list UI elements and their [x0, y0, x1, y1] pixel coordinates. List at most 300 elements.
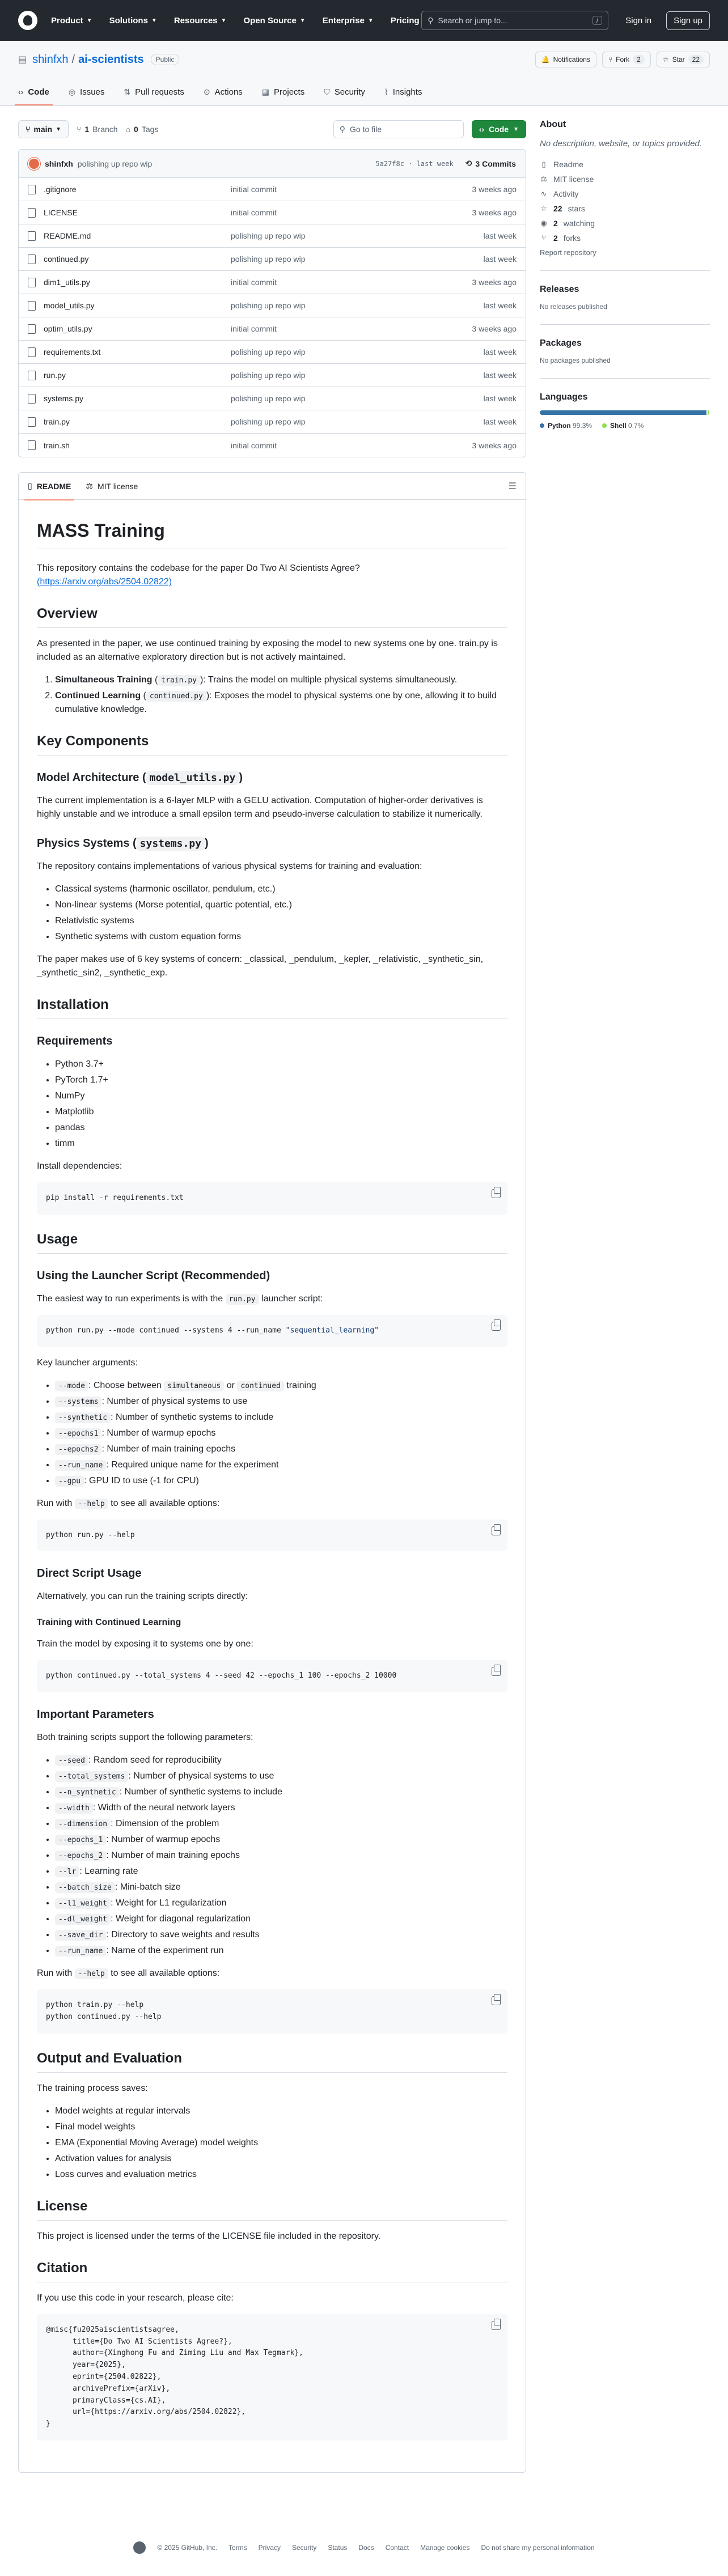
continued-learning-heading: Training with Continued Learning — [37, 1618, 181, 1628]
item-text: or — [224, 1380, 238, 1390]
text: Run with — [37, 1968, 75, 1979]
list-item — [55, 1379, 507, 1393]
item-text: : Number of main training epochs — [101, 1444, 236, 1454]
tags-label: Tags — [141, 125, 159, 134]
fork-label: Fork — [616, 56, 630, 63]
sign-up-button[interactable]: Sign up — [666, 11, 710, 30]
list-icon[interactable]: ☰ — [508, 481, 517, 491]
file-time: last week — [483, 394, 517, 403]
file-time: 3 weeks ago — [472, 278, 517, 287]
code-block — [37, 1182, 507, 1215]
list-item: • Model weights at regular intervals — [55, 2104, 507, 2118]
launcher-paragraph — [37, 1292, 507, 1306]
file-icon — [28, 371, 36, 380]
file-name[interactable]: train.py — [44, 417, 70, 426]
footer-link[interactable]: Contact — [385, 2543, 409, 2552]
file-row[interactable] — [19, 224, 526, 248]
readme-content — [19, 500, 526, 2472]
file-time: last week — [483, 231, 517, 240]
list-item: • timm — [55, 1137, 507, 1151]
branches-label: Branch — [92, 125, 118, 134]
nav-enterprise[interactable] — [323, 16, 374, 26]
footer — [0, 2536, 728, 2559]
file-name[interactable]: train.sh — [44, 440, 70, 450]
item-text: : Weight for diagonal regularization — [111, 1914, 251, 1924]
page-layout — [0, 106, 728, 2473]
list-item: • NumPy — [55, 1089, 507, 1103]
inline-code: --n_synthetic — [55, 1787, 120, 1798]
file-icon — [28, 417, 36, 427]
footer-link[interactable]: Do not share my personal information — [481, 2543, 595, 2552]
issue-icon: ◎ — [68, 87, 76, 96]
list-item — [55, 1754, 507, 1767]
list-item — [55, 1896, 507, 1910]
inline-code: --epochs1 — [55, 1428, 101, 1439]
star-icon: ☆ — [540, 203, 547, 213]
inline-code: --epochs2 — [55, 1444, 101, 1455]
direct-usage-heading: Direct Script Usage — [37, 1567, 142, 1580]
list-item: • Relativistic systems — [55, 914, 507, 928]
tab-label: README — [36, 481, 71, 491]
tab-insights[interactable] — [384, 78, 422, 105]
item-text: : Directory to save weights and results — [106, 1930, 260, 1940]
parameters-paragraph: Both training scripts support the following parameters: — [37, 1733, 253, 1743]
item-text: : Number of physical systems to use — [128, 1771, 274, 1781]
nav-label: Product — [51, 15, 83, 26]
help-paragraph — [37, 1497, 507, 1510]
file-row[interactable] — [19, 387, 526, 410]
heading-text: Model Architecture ( — [37, 771, 146, 784]
file-row[interactable] — [19, 434, 526, 457]
inline-code: --seed — [55, 1755, 88, 1766]
footer-link[interactable]: Docs — [358, 2543, 374, 2552]
physics-list — [55, 882, 507, 944]
divider — [540, 270, 710, 271]
list-item — [55, 1928, 507, 1942]
copy-icon[interactable] — [492, 1667, 501, 1676]
code-text: @misc{fu2025aiscientistsagree, title={Do Two AI Scientists Agree?}, author={Xinghong Fu and Ziming Liu and Max Tegmark}, year={2025}, eprint={2504.02822}, archivePrefix={arXiv}, primaryClass={cs.AI}, url={https://arxiv.org/abs/2504.02822}, } — [46, 2325, 303, 2429]
sidebar-item-readme[interactable] — [540, 160, 710, 169]
list-item — [55, 1833, 507, 1847]
text: launcher script: — [259, 1293, 323, 1304]
copy-icon[interactable] — [492, 1189, 501, 1198]
file-name[interactable]: optim_utils.py — [44, 324, 92, 333]
footer-link[interactable]: Manage cookies — [420, 2543, 470, 2552]
commit-author[interactable]: shinfxh — [45, 159, 73, 168]
intro-paragraph — [37, 562, 507, 589]
direct-paragraph: Alternatively, you can run the training scripts directly: — [37, 1592, 248, 1602]
item-text: : Random seed for reproducibility — [88, 1755, 222, 1766]
file-row[interactable] — [19, 317, 526, 341]
language-bar-segment — [540, 410, 706, 415]
code-text: pip install -r requirements.txt — [46, 1194, 184, 1202]
search-shortcut-key: / — [592, 16, 602, 25]
item-text: : Trains the model on multiple physical systems simultaneously. — [203, 675, 458, 685]
file-name[interactable]: run.py — [44, 371, 66, 380]
list-item — [55, 1427, 507, 1440]
list-item: • pandas — [55, 1121, 507, 1135]
item-text: : GPU ID to use (-1 for CPU) — [84, 1475, 199, 1486]
text: Run with — [37, 1498, 75, 1508]
sidebar-item-forks[interactable] — [540, 234, 710, 243]
footer-link[interactable]: Terms — [228, 2543, 247, 2552]
args-list — [55, 1379, 507, 1488]
divider — [540, 378, 710, 379]
file-commit-message[interactable]: polishing up repo wip — [231, 371, 306, 380]
github-logo-icon[interactable] — [133, 2541, 146, 2554]
commit-hash[interactable]: 5a27f8c · last week — [375, 159, 454, 168]
list-item: 2. Continued Learning ( continued.py ): Exposes the model to physical systems one by one, allowing it to build cumulative knowledge. — [55, 689, 507, 716]
heading-text: ) — [205, 837, 209, 850]
file-commit-message[interactable]: polishing up repo wip — [231, 394, 306, 403]
list-item — [55, 1817, 507, 1831]
packages-heading[interactable]: Packages — [540, 338, 582, 348]
tab-label: Projects — [274, 87, 305, 97]
usage-heading: Usage — [37, 1229, 507, 1254]
file-time: 3 weeks ago — [472, 440, 517, 450]
list-item — [55, 1769, 507, 1783]
law-icon: ⚖ — [540, 174, 547, 183]
inline-code: --run_name — [55, 1946, 106, 1957]
inline-code: --dimension — [55, 1819, 111, 1830]
repo-title — [18, 41, 710, 78]
parameters-list — [55, 1754, 507, 1958]
chevron-down-icon: ▼ — [367, 17, 374, 24]
fork-button[interactable] — [602, 52, 651, 67]
tab-license[interactable] — [86, 473, 138, 500]
language-percent: 0.7% — [626, 421, 644, 430]
inline-code: train.py — [158, 675, 200, 686]
tab-label: Security — [334, 87, 365, 97]
eye-icon: ◉ — [540, 218, 547, 227]
chevron-down-icon: ▼ — [513, 126, 519, 133]
copy-icon[interactable] — [492, 1526, 501, 1535]
notifications-label: Notifications — [553, 56, 590, 63]
readme-panel — [18, 472, 526, 2473]
branches-link[interactable] — [77, 125, 118, 134]
file-time: last week — [483, 347, 517, 357]
file-name[interactable]: systems.py — [44, 394, 84, 403]
inline-code: --systems — [55, 1397, 101, 1407]
fork-count: 2 — [633, 55, 645, 64]
file-time: last week — [483, 417, 517, 426]
tab-label: MIT license — [97, 481, 138, 491]
search-input[interactable] — [421, 11, 608, 30]
branch-icon: ⑂ — [26, 125, 31, 134]
file-time: last week — [483, 254, 517, 264]
code-text: python continued.py --total_systems 4 --seed 42 --epochs_1 100 --epochs_2 10000 — [46, 1671, 397, 1680]
code-block — [37, 1660, 507, 1692]
item-text: : Number of warmup epochs — [101, 1428, 216, 1438]
branch-name: main — [33, 125, 53, 134]
code-block — [37, 1520, 507, 1552]
divider — [540, 324, 710, 325]
file-row[interactable] — [19, 364, 526, 387]
report-repository-link[interactable]: Report repository — [540, 248, 596, 257]
file-time: last week — [483, 371, 517, 380]
list-item — [55, 1411, 507, 1424]
tab-issues[interactable] — [69, 78, 105, 105]
star-button[interactable] — [657, 52, 710, 67]
inline-code: --dl_weight — [55, 1914, 111, 1925]
install-paragraph: Install dependencies: — [37, 1161, 122, 1171]
forks-count: 2 — [553, 233, 558, 243]
item-text: : Mini-batch size — [115, 1882, 181, 1892]
chevron-down-icon: ▼ — [299, 17, 306, 24]
continued-paragraph: Train the model by exposing it to systems one by one: — [37, 1639, 253, 1649]
code-button[interactable] — [472, 120, 526, 138]
tab-security[interactable] — [324, 78, 365, 105]
list-item: • PyTorch 1.7+ — [55, 1073, 507, 1087]
file-commit-message[interactable]: polishing up repo wip — [231, 417, 306, 426]
nav-resources[interactable] — [174, 16, 227, 26]
search-icon: ⚲ — [428, 15, 434, 25]
file-name[interactable]: model_utils.py — [44, 301, 95, 310]
file-row[interactable] — [19, 341, 526, 364]
item-text: training — [283, 1380, 316, 1390]
visibility-badge: Public — [151, 54, 180, 65]
bell-icon: 🔔 — [541, 56, 550, 63]
list-item: • Activation values for analysis — [55, 2152, 507, 2166]
commit-message[interactable]: polishing up repo wip — [77, 159, 153, 168]
file-name[interactable]: README.md — [44, 231, 91, 240]
nav-pricing[interactable]: Pricing — [390, 15, 420, 26]
file-icon — [28, 394, 36, 404]
file-icon — [28, 208, 36, 218]
file-commit-message[interactable]: polishing up repo wip — [231, 347, 306, 357]
text: to see all available options: — [108, 1968, 220, 1979]
chevron-down-icon: ▼ — [151, 17, 157, 24]
sign-in-link[interactable]: Sign in — [625, 15, 652, 26]
file-icon — [28, 231, 36, 241]
help-paragraph-2 — [37, 1967, 507, 1980]
file-commit-message[interactable]: initial commit — [231, 440, 277, 450]
file-commit-message[interactable]: initial commit — [231, 208, 277, 217]
inline-code: --gpu — [55, 1476, 84, 1487]
list-item — [55, 1474, 507, 1488]
overview-list — [55, 673, 507, 716]
releases-heading[interactable]: Releases — [540, 284, 579, 294]
star-label: Star — [672, 56, 685, 63]
item-text: : Number of synthetic systems to include — [119, 1787, 282, 1797]
language-item[interactable] — [540, 422, 592, 430]
physics-paragraph-2: The paper makes use of 6 key systems of concern: _classical, _pendulum, _kepler, _relativistic, _synthetic_sin, _synthetic_sin2, _synthetic_exp. — [37, 954, 484, 978]
list-item — [55, 1881, 507, 1894]
sidebar-item-stars[interactable] — [540, 204, 710, 213]
citation-heading: Citation — [37, 2258, 507, 2282]
text: to see all available options: — [108, 1498, 220, 1508]
file-time: last week — [483, 301, 517, 310]
overview-heading: Overview — [37, 604, 507, 628]
language-bar — [540, 410, 710, 415]
list-item — [55, 1801, 507, 1815]
releases-text: No releases published — [540, 302, 607, 311]
arxiv-link[interactable]: (https://arxiv.org/abs/2504.02822) — [37, 577, 172, 587]
file-row[interactable] — [19, 201, 526, 224]
file-row[interactable] — [19, 294, 526, 317]
nav-open-source[interactable] — [243, 16, 305, 26]
file-time: 3 weeks ago — [472, 324, 517, 333]
forks-label: forks — [563, 233, 581, 243]
sidebar-item-watching[interactable] — [540, 219, 710, 228]
inline-code: --mode — [55, 1381, 88, 1391]
shield-icon: ⛉ — [324, 87, 330, 96]
item-text: : Number of physical systems to use — [101, 1396, 248, 1406]
tags-count: 0 — [134, 125, 138, 134]
architecture-paragraph: The current implementation is a 6-layer MLP with a GELU activation. Computation of higher-order derivatives is highly unstable and we introduce a small epsilon term and pseudo-inverse calculation to stabilize it numerically. — [37, 796, 483, 819]
chevron-down-icon: ▼ — [56, 126, 61, 133]
language-name: Shell — [610, 421, 627, 430]
output-list — [55, 2104, 507, 2182]
list-item — [55, 1785, 507, 1799]
file-commit-message[interactable]: polishing up repo wip — [231, 231, 306, 240]
notifications-button[interactable] — [535, 52, 596, 67]
sidebar — [540, 120, 710, 2473]
latest-commit-row — [19, 150, 526, 178]
tab-code[interactable] — [18, 78, 49, 105]
overview-paragraph: As presented in the paper, we use continued training by exposing the model to new systems one by one. train.py is included as an alternative exploratory direction but is not actively maintained. — [37, 639, 498, 662]
item-text: : Exposes the model to physical systems one by one, allowing it to build cumulative knowledge. — [55, 691, 497, 714]
inline-code: --width — [55, 1803, 93, 1814]
watching-label: watching — [563, 218, 595, 228]
copyright: © 2025 GitHub, Inc. — [157, 2543, 217, 2552]
copy-icon[interactable] — [492, 1996, 501, 2005]
readme-tabs — [19, 473, 526, 500]
nav-product[interactable] — [51, 16, 92, 26]
list-item: • EMA (Exponential Moving Average) model weights — [55, 2136, 507, 2150]
code-block — [37, 1989, 507, 2034]
star-count: 22 — [688, 55, 704, 64]
requirements-list — [55, 1058, 507, 1151]
item-text: : Required unique name for the experiment — [106, 1459, 279, 1470]
inline-code: model_utils.py — [146, 771, 239, 785]
list-item — [55, 1944, 507, 1958]
inline-code: --total_systems — [55, 1771, 128, 1782]
inline-code: simultaneous — [164, 1381, 224, 1391]
law-icon: ⚖ — [86, 481, 93, 490]
repo-name-link[interactable]: ai-scientists — [78, 53, 144, 66]
global-header — [0, 0, 728, 41]
file-commit-message[interactable]: initial commit — [231, 324, 277, 333]
book-icon: ▯ — [28, 481, 32, 490]
main-column — [18, 120, 526, 2473]
footer-link[interactable]: Status — [328, 2543, 348, 2552]
inline-code: --l1_weight — [55, 1898, 111, 1909]
file-list — [18, 149, 526, 457]
search-placeholder: Search or jump to... — [438, 16, 507, 25]
copy-icon[interactable] — [492, 2321, 501, 2330]
inline-code: --help — [75, 1968, 108, 1979]
branches-count: 1 — [84, 125, 90, 134]
github-logo-icon[interactable] — [18, 11, 37, 30]
list-item — [55, 1912, 507, 1926]
file-icon — [28, 324, 36, 334]
inline-code: --save_dir — [55, 1930, 106, 1941]
file-icon — [28, 301, 36, 311]
commits-count: 3 Commits — [475, 159, 516, 168]
file-row[interactable] — [19, 248, 526, 271]
item-text: : Weight for L1 regularization — [111, 1898, 227, 1908]
file-row[interactable] — [19, 271, 526, 294]
parameters-heading: Important Parameters — [37, 1708, 154, 1721]
file-name[interactable]: LICENSE — [44, 208, 78, 217]
nav-label: Solutions — [109, 15, 148, 26]
nav-solutions[interactable] — [109, 16, 157, 26]
file-commit-message[interactable]: initial commit — [231, 185, 277, 194]
file-name[interactable]: requirements.txt — [44, 347, 101, 357]
stars-label: stars — [568, 203, 585, 213]
file-row[interactable] — [19, 410, 526, 434]
repo-owner-link[interactable]: shinfxh — [32, 53, 69, 66]
list-item — [55, 1849, 507, 1862]
file-name[interactable]: .gitignore — [44, 185, 77, 194]
sidebar-item-label: MIT license — [553, 174, 594, 184]
file-name[interactable]: dim1_utils.py — [44, 278, 90, 287]
physics-systems-heading — [37, 835, 507, 852]
table-icon: ▦ — [261, 87, 270, 96]
avatar[interactable] — [28, 158, 40, 170]
footer-link[interactable]: Privacy — [258, 2543, 281, 2552]
output-paragraph: The training process saves: — [37, 2083, 148, 2093]
file-row[interactable] — [19, 178, 526, 201]
commits-link[interactable] — [465, 158, 517, 169]
inline-code: --synthetic — [55, 1412, 111, 1423]
sidebar-item-license[interactable] — [540, 175, 710, 184]
chevron-down-icon: ▼ — [86, 17, 92, 24]
file-commit-message[interactable]: polishing up repo wip — [231, 254, 306, 264]
search-icon: ⚲ — [339, 124, 346, 134]
heading-text: ) — [239, 771, 243, 784]
pulse-icon: ∿ — [540, 189, 547, 198]
graph-icon: ⌇ — [384, 87, 388, 96]
key-components-heading: Key Components — [37, 731, 507, 756]
go-to-file-input[interactable] — [333, 120, 464, 138]
footer-link[interactable]: Security — [291, 2543, 317, 2552]
item-title: Continued Learning — [55, 691, 141, 701]
file-commit-message[interactable]: polishing up repo wip — [231, 301, 306, 310]
tab-label: Actions — [214, 87, 243, 97]
inline-code: run.py — [226, 1294, 259, 1305]
file-time: 3 weeks ago — [472, 208, 517, 217]
language-item[interactable] — [602, 422, 644, 430]
tags-link[interactable] — [126, 125, 159, 134]
tab-projects[interactable] — [262, 78, 304, 105]
stars-count: 22 — [553, 203, 562, 213]
tab-actions[interactable] — [204, 78, 243, 105]
item-text: : Width of the neural network layers — [92, 1803, 235, 1813]
item-text: : Dimension of the problem — [111, 1819, 219, 1829]
copy-icon[interactable] — [492, 1322, 501, 1331]
inline-code: continued — [237, 1381, 283, 1391]
inline-code: --run_name — [55, 1460, 106, 1471]
output-heading: Output and Evaluation — [37, 2048, 507, 2073]
file-name[interactable]: continued.py — [44, 254, 89, 264]
requirements-heading: Requirements — [37, 1035, 113, 1047]
tab-pull-requests[interactable] — [124, 78, 184, 105]
list-item: • Non-linear systems (Morse potential, quartic potential, etc.) — [55, 898, 507, 912]
code-icon: ‹› — [18, 87, 24, 96]
branch-select[interactable] — [18, 120, 69, 138]
star-icon: ☆ — [662, 56, 669, 63]
watching-count: 2 — [553, 218, 558, 228]
inline-code: --lr — [55, 1866, 79, 1877]
file-commit-message[interactable]: initial commit — [231, 278, 277, 287]
file-icon — [28, 278, 36, 287]
sidebar-item-activity[interactable] — [540, 189, 710, 198]
language-bar-segment — [708, 410, 709, 415]
tab-readme[interactable] — [28, 473, 71, 500]
tab-label: Insights — [392, 87, 422, 97]
